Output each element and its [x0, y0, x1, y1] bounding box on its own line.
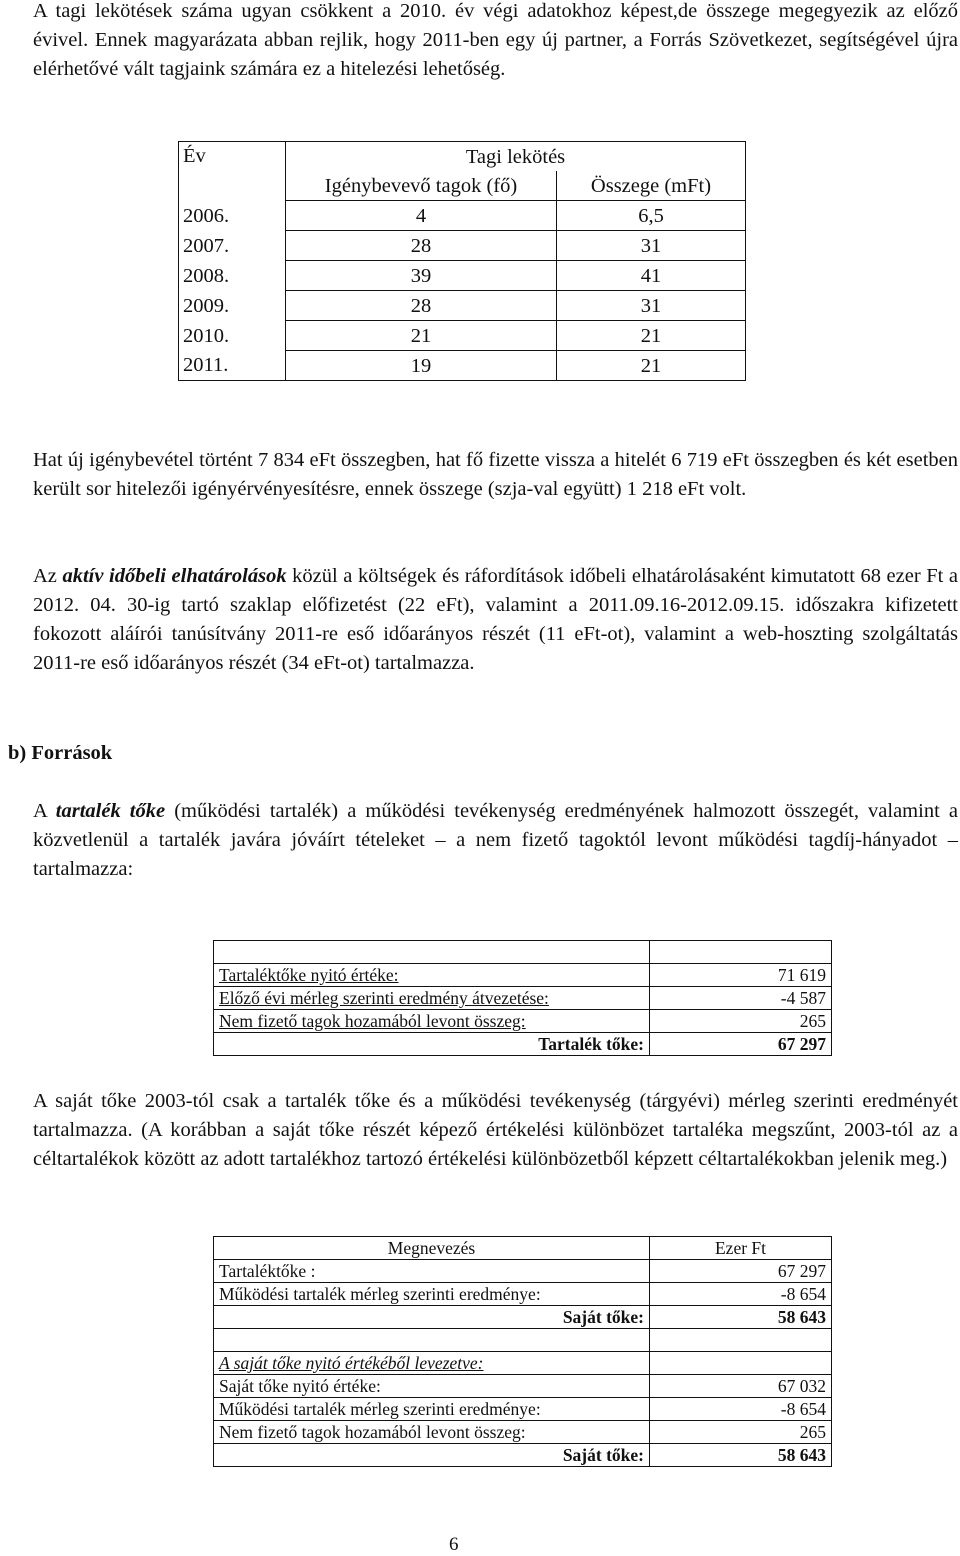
equity-paragraph: A saját tőke 2003-tól csak a tartalék tőke és a működési tevékenység (tárgyévi) mérleg szerinti eredményét tartalmazza. (A korábban a saját tőke részét képező értékelési különbözet tartaléka megszűnt, 2003-tól az a céltartalékok között az adott tartalékhoz tartozó értékelési különbözetből képzett céltartalékokban jelenik meg.)	[33, 1090, 958, 1170]
accruals-paragraph	[33, 562, 958, 678]
page-number: 6	[449, 1534, 459, 1555]
total-value: 58 643	[650, 1306, 832, 1329]
reserve-paragraph	[33, 797, 958, 884]
accruals-emphasis: aktív időbeli elhatárolások	[62, 565, 287, 587]
table-row	[214, 1260, 832, 1283]
usage-paragraph: Hat új igénybevétel történt 7 834 eFt összegben, hat fő fizette vissza a hitelét 6 719 eFt összegben és két esetben került sor hitelezői igényérvényesítésre, ennek összege (szja-val együtt) 1 218 eFt volt.	[33, 449, 958, 500]
label-cell: Saját tőke nyitó értéke:	[214, 1375, 650, 1398]
table-row	[214, 1033, 832, 1056]
label-cell: Tartaléktőke :	[214, 1260, 650, 1283]
table-row	[214, 1283, 832, 1306]
value-cell: -4 587	[650, 987, 832, 1010]
loan-table	[178, 141, 746, 381]
value-cell: -8 654	[650, 1283, 832, 1306]
value-cell: 265	[650, 1421, 832, 1444]
label-cell: Működési tartalék mérleg szerinti eredménye:	[214, 1283, 650, 1306]
table-row	[214, 1329, 832, 1352]
table-row	[179, 261, 746, 291]
col-year-header: Év	[179, 142, 286, 201]
year-cell: 2011.	[179, 351, 286, 381]
table-row	[214, 1237, 832, 1260]
empty-cell	[214, 1329, 650, 1352]
empty-cell	[214, 941, 650, 964]
reserve-table	[213, 940, 832, 1056]
members-cell: 39	[286, 261, 557, 291]
members-cell: 4	[286, 201, 557, 231]
members-cell: 19	[286, 351, 557, 381]
value-cell: 67 297	[650, 1260, 832, 1283]
table-row	[214, 964, 832, 987]
label-cell: Előző évi mérleg szerinti eredmény átvezetése:	[214, 987, 650, 1010]
table-row	[214, 1306, 832, 1329]
amount-cell: 21	[557, 321, 746, 351]
col-amount-header: Összege (mFt)	[557, 171, 746, 201]
amount-cell: 6,5	[557, 201, 746, 231]
table-row	[214, 1398, 832, 1421]
intro-paragraph: A tagi lekötések száma ugyan csökkent a 2010. év végi adatokhoz képest,de összege megegyezik az előző évivel. Ennek magyarázata abban rejlik, hogy 2011-ben egy új partner, a Forrás Szövetkezet, segítségével újra elérhetővé vált tagjaink számára ez a hitelezési lehetőség.	[33, 0, 958, 80]
table-row	[179, 291, 746, 321]
equity-table	[213, 1236, 832, 1467]
table-row	[179, 231, 746, 261]
reserve-prefix: A	[33, 800, 56, 822]
accruals-prefix: Az	[33, 565, 63, 587]
table-row	[179, 321, 746, 351]
table-row	[179, 351, 746, 381]
table-row	[214, 1421, 832, 1444]
year-cell: 2010.	[179, 321, 286, 351]
amount-cell: 41	[557, 261, 746, 291]
col-group-header: Tagi lekötés	[286, 142, 746, 172]
label-cell: Nem fizető tagok hozamából levont összeg:	[214, 1421, 650, 1444]
label-cell: Nem fizető tagok hozamából levont összeg:	[214, 1010, 650, 1033]
table-row	[214, 1444, 832, 1467]
sub-heading: A saját tőke nyitó értékéből levezetve:	[214, 1352, 650, 1375]
value-cell: 67 032	[650, 1375, 832, 1398]
total-value: 58 643	[650, 1444, 832, 1467]
value-cell: 71 619	[650, 964, 832, 987]
accruals-text: közül a költségek és ráfordítások időbeli elhatárolásaként kimutatott 68 ezer Ft a 2012. 04. 30-ig tartó szaklap előfizetést (22 eFt), valamint a 2011.09.16-2012.09.15. időszakra kifizetett fokozott aláírói tanúsítvány 2011-re eső időarányos részét (11 eFt-ot), valamint a web-hoszting szolgáltatás 2011-re eső időarányos részét (34 eFt-ot) tartalmazza.	[33, 565, 959, 674]
table-row	[214, 1352, 832, 1375]
members-cell: 21	[286, 321, 557, 351]
year-cell: 2009.	[179, 291, 286, 321]
total-label: Saját tőke:	[214, 1444, 650, 1467]
section-heading: b) Források	[8, 742, 113, 764]
value-cell: -8 654	[650, 1398, 832, 1421]
total-label: Tartalék tőke:	[214, 1033, 650, 1056]
total-label: Saját tőke:	[214, 1306, 650, 1329]
empty-cell	[650, 941, 832, 964]
table-row	[179, 201, 746, 231]
year-cell: 2008.	[179, 261, 286, 291]
table-row	[214, 1375, 832, 1398]
label-cell: Működési tartalék mérleg szerinti eredménye:	[214, 1398, 650, 1421]
amount-cell: 31	[557, 231, 746, 261]
col-value-header: Ezer Ft	[650, 1237, 832, 1260]
year-cell: 2006.	[179, 201, 286, 231]
label-cell: Tartaléktőke nyitó értéke:	[214, 964, 650, 987]
value-cell: 265	[650, 1010, 832, 1033]
amount-cell: 21	[557, 351, 746, 381]
empty-cell	[650, 1329, 832, 1352]
total-value: 67 297	[650, 1033, 832, 1056]
members-cell: 28	[286, 291, 557, 321]
table-row	[214, 987, 832, 1010]
year-cell: 2007.	[179, 231, 286, 261]
table-row	[214, 1010, 832, 1033]
col-members-header: Igénybevevő tagok (fő)	[286, 171, 557, 201]
reserve-emphasis: tartalék tőke	[55, 800, 166, 822]
reserve-text: (működési tartalék) a működési tevékenység eredményének halmozott összegét, valamint a közvetlenül a tartalék javára jóváírt tételeket – a nem fizető tagoktól levont működési tagdíj-hányadot – tartalmazza:	[33, 800, 958, 880]
empty-cell	[650, 1352, 832, 1375]
amount-cell: 31	[557, 291, 746, 321]
table-row	[214, 941, 832, 964]
members-cell: 28	[286, 231, 557, 261]
col-name-header: Megnevezés	[214, 1237, 650, 1260]
